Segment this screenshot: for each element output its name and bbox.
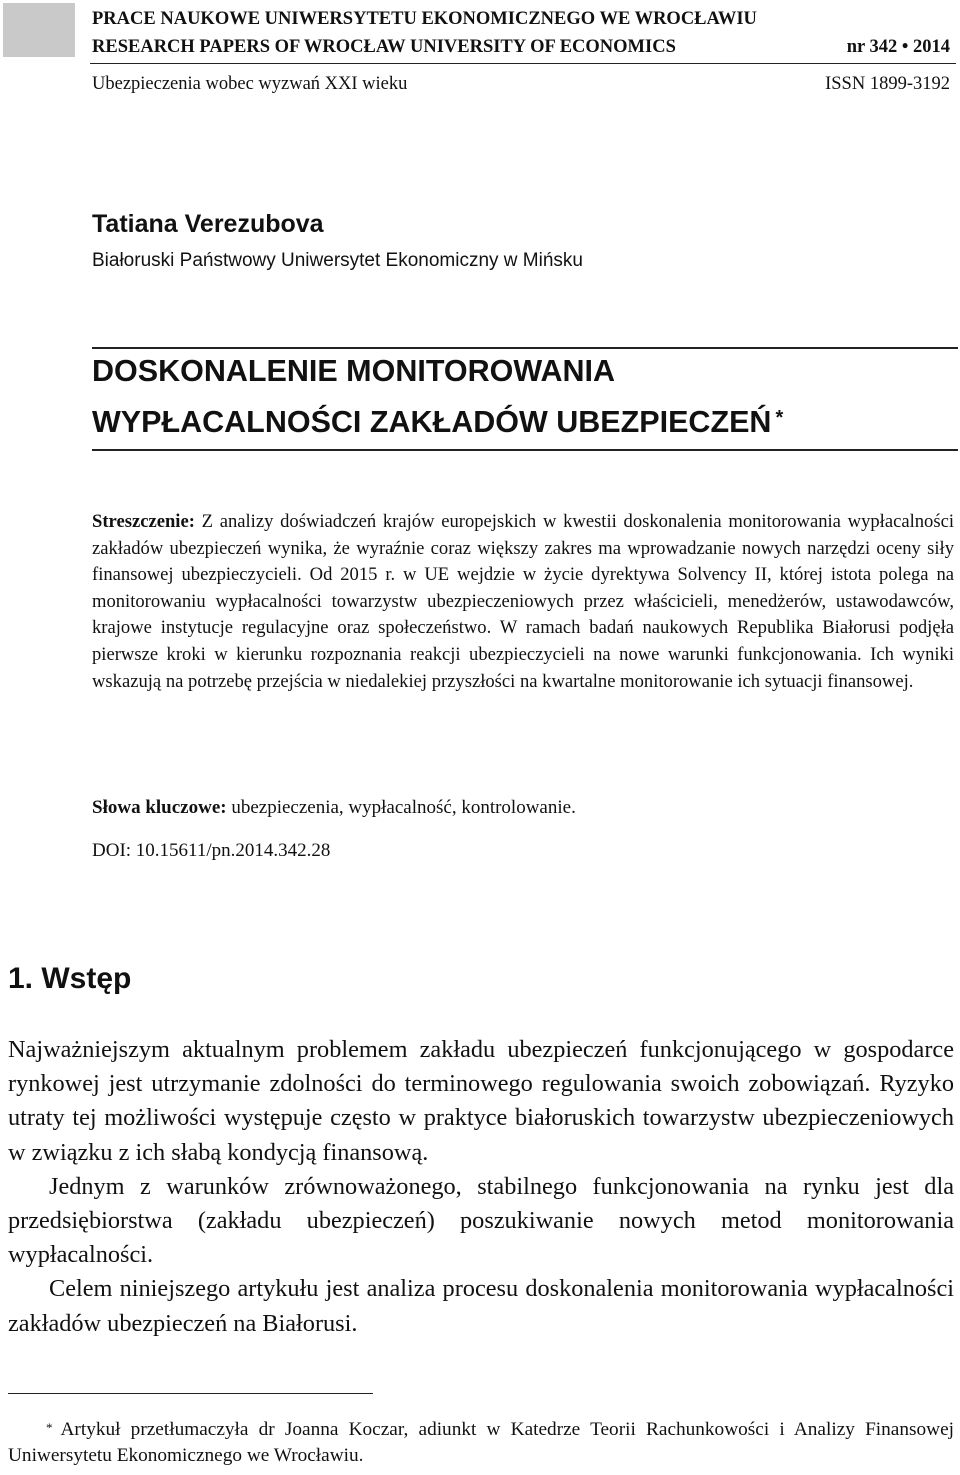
series-title-pl	[92, 7, 958, 31]
paragraph-1: Najważniejszym aktualnym problemem zakładu ubezpieczeń funkcjonującego w gospodarce rynkowej jest utrzymanie zdolności do terminowego regulowania swoich zobowiązań. Ryzyko utraty tej możliwości występuje często w praktyce białoruskich towarzystw ubezpieczeniowych w związku z ich słabą kondycją finansową.	[8, 1036, 954, 1166]
paragraph-2: Jednym z warunków zrównoważonego, stabilnego funkcjonowania na rynku jest dla przedsiębiorstwa (zakładu ubezpieczeń) poszukiwanie nowych metod monitorowania wypłacalności.	[8, 1172, 954, 1269]
author-affiliation: Białoruski Państwowy Uniwersytet Ekonomiczny w Mińsku	[92, 250, 583, 271]
volume-row	[92, 74, 958, 95]
author-name: Tatiana Verezubova	[92, 210, 324, 238]
series-title-pl-text: PRACE NAUKOWE UNIWERSYTETU EKONOMICZNEGO WE WROCŁAWIU	[92, 9, 757, 29]
header-grey-box	[3, 3, 75, 57]
footnote-rule	[8, 1393, 373, 1394]
footnote	[8, 1417, 954, 1469]
footnote-mark: *	[46, 1420, 53, 1435]
footnote-text: Artykuł przetłumaczyła dr Joanna Koczar, adiunkt w Katedrze Teorii Rachunkowości i Analizy Finansowej Uniwersytetu Ekonomicznego we Wrocławiu.	[8, 1419, 954, 1466]
title-footnote-mark: *	[775, 407, 784, 429]
keywords	[92, 797, 576, 819]
abstract-label: Streszczenie:	[92, 511, 195, 532]
title-bottom-rule	[92, 449, 958, 451]
abstract	[92, 509, 954, 695]
header-divider	[90, 63, 956, 64]
section-heading: 1. Wstęp	[8, 962, 132, 995]
series-title-en-row	[92, 35, 958, 59]
article-title-line-1: DOSKONALENIE MONITOROWANIA	[92, 354, 616, 388]
section-body	[8, 1033, 954, 1341]
paragraph-3: Celem niniejszego artykułu jest analiza procesu doskonalenia monitorowania wypłacalności zakładów ubezpieczeń na Białorusi.	[8, 1275, 954, 1337]
volume-title: Ubezpieczenia wobec wyzwań XXI wieku	[92, 74, 408, 94]
doi: DOI: 10.15611/pn.2014.342.28	[92, 840, 331, 861]
article-title-line-2-text: WYPŁACALNOŚCI ZAKŁADÓW UBEZPIECZEŃ	[92, 405, 772, 439]
keywords-label: Słowa kluczowe:	[92, 797, 227, 818]
article-title-line-2	[92, 397, 783, 447]
abstract-text: Z analizy doświadczeń krajów europejskich w kwestii doskonalenia monitorowania wypłacalności zakładów ubezpieczeń wynika, że wyraźnie coraz większy zakres ma wprowadzanie nowych narzędzi oceny siły finansowej ubezpieczycieli. Od 2015 r. w UE wejdzie w życie dyrektywa Solvency II, której istota polega na monitorowaniu wypłacalności towarzystw ubezpieczeniowych przez właścicieli, menedżerów, ustawodawców, krajowe instytucje regulacyjne oraz społeczeństwo. W ramach badań naukowych Republika Białorusi podjęła pierwsze kroki w kierunku rozpoznania reakcji ubezpieczycieli na nowe warunki funkcjonowania. Ich wyniki wskazują na potrzebę przejścia w niedalekiej przyszłości na kwartalne monitorowanie ich sytuacji finansowej.	[92, 511, 955, 692]
issn: ISSN 1899-3192	[825, 74, 950, 94]
series-title-en: RESEARCH PAPERS OF WROCŁAW UNIVERSITY OF ECONOMICS	[92, 37, 676, 57]
issue-number: nr 342 • 2014	[846, 37, 950, 57]
keywords-text: ubezpieczenia, wypłacalność, kontrolowanie.	[231, 797, 576, 818]
